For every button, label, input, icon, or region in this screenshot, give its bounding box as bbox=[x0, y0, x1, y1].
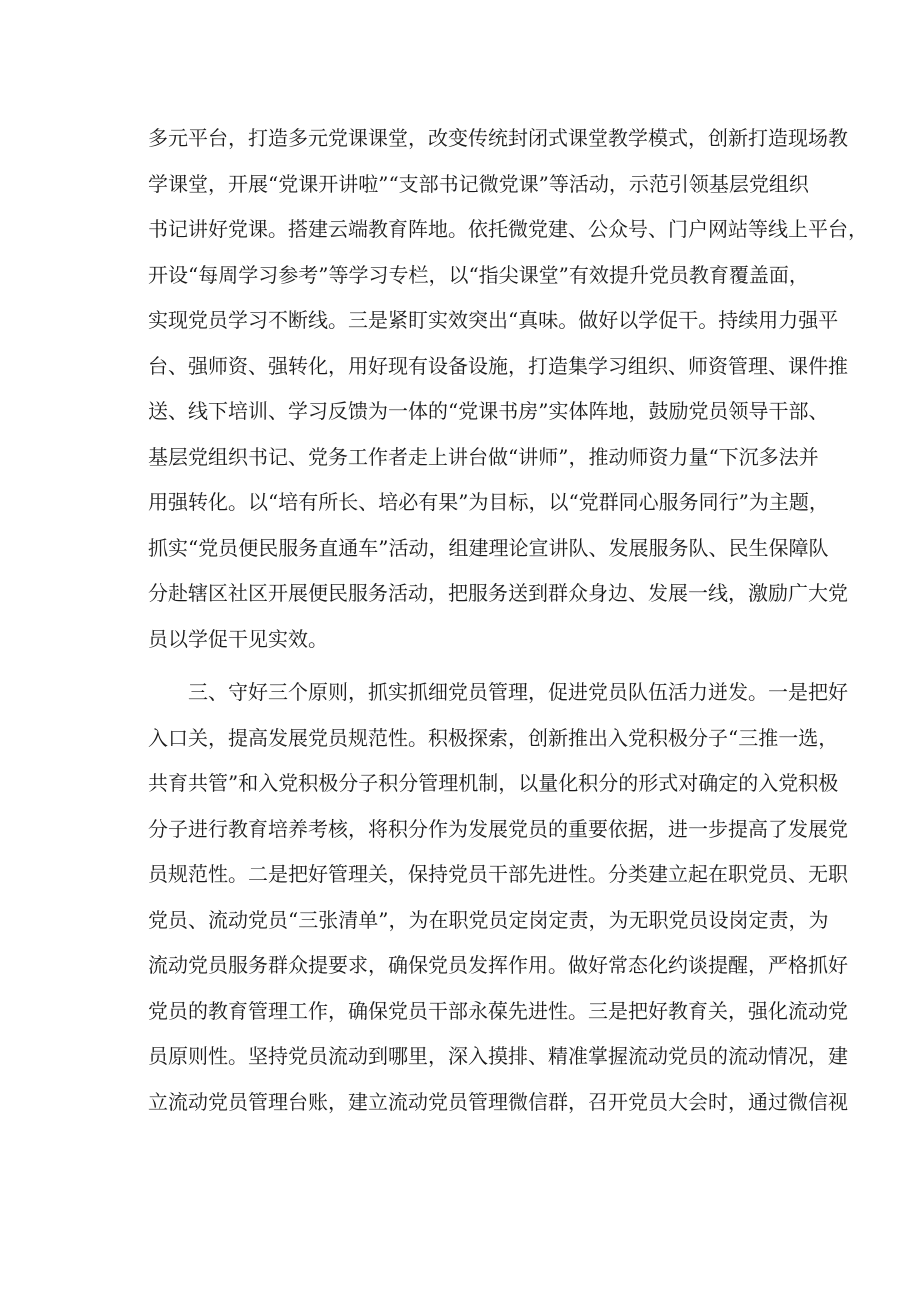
text-line: 开设“每周学习参考”等学习专栏，以“指尖课堂”有效提升党员教育覆盖面， bbox=[148, 262, 809, 287]
text-line: 分赴辖区社区开展便民服务活动，把服务送到群众身边、发展一线，激励广大党 bbox=[148, 581, 848, 605]
text-line: 基层党组织书记、党务工作者走上讲台做“讲师”，推动师资力量“下沉多法并 bbox=[148, 444, 819, 469]
text-line: 党员的教育管理工作，确保党员干部永葆先进性。三是把好教育关，强化流动党 bbox=[148, 998, 848, 1023]
text-line: 用强转化。以“培有所长、培必有果”为目标，以“党群同心服务同行”为主题， bbox=[148, 490, 829, 514]
text-line: 分子进行教育培养考核，将积分作为发展党员的重要依据，进一步提高了发展党 bbox=[148, 816, 848, 841]
paragraph-1 bbox=[148, 116, 868, 662]
text-line: 员原则性。坚持党员流动到哪里，深入摸排、精准掌握流动党员的流动情况，建 bbox=[148, 1044, 848, 1068]
text-line: 三、守好三个原则，抓实抓细党员管理，促进党员队伍活力迸发。一是把好 bbox=[148, 680, 848, 704]
text-line: 送、线下培训、学习反馈为一体的“党课书房”实体阵地，鼓励党员领导干部、 bbox=[148, 399, 829, 423]
text-line: 台、强师资、强转化，用好现有设备设施，打造集学习组织、师资管理、课件推 bbox=[148, 353, 848, 378]
text-line: 流动党员服务群众提要求，确保党员发挥作用。做好常态化约谈提醒，严格抓好 bbox=[148, 953, 848, 977]
text-line: 学课堂，开展“党课开讲啦”“支部书记微党课”等活动，示范引领基层党组织 bbox=[148, 171, 809, 196]
paragraph-2 bbox=[148, 670, 848, 1125]
text-line: 员规范性。二是把好管理关，保持党员干部先进性。分类建立起在职党员、无职 bbox=[148, 862, 848, 886]
text-line: 书记讲好党课。搭建云端教育阵地。依托微党建、公众号、门户网站等线上平台， bbox=[148, 217, 868, 241]
text-line: 立流动党员管理台账，建立流动党员管理微信群，召开党员大会时，通过微信视 bbox=[148, 1089, 848, 1114]
text-line: 抓实“党员便民服务直通车”活动，组建理论宣讲队、发展服务队、民生保障队 bbox=[148, 535, 829, 560]
text-line: 党员、流动党员“三张清单”，为在职党员定岗定责，为无职党员设岗定责，为 bbox=[148, 907, 829, 932]
text-line: 多元平台，打造多元党课课堂，改变传统封闭式课堂教学模式，创新打造现场教 bbox=[148, 126, 848, 150]
text-line: 共育共管”和入党积极分子积分管理机制，以量化积分的形式对确定的入党积极 bbox=[148, 771, 839, 795]
text-line: 实现党员学习不断线。三是紧盯实效突出“真味。做好以学促干。持续用力强平 bbox=[148, 308, 839, 332]
text-line: 入口关，提高发展党员规范性。积极探索，创新推出入党积极分子“三推一选， bbox=[148, 725, 839, 750]
text-line: 员以学促干见实效。 bbox=[148, 626, 328, 651]
